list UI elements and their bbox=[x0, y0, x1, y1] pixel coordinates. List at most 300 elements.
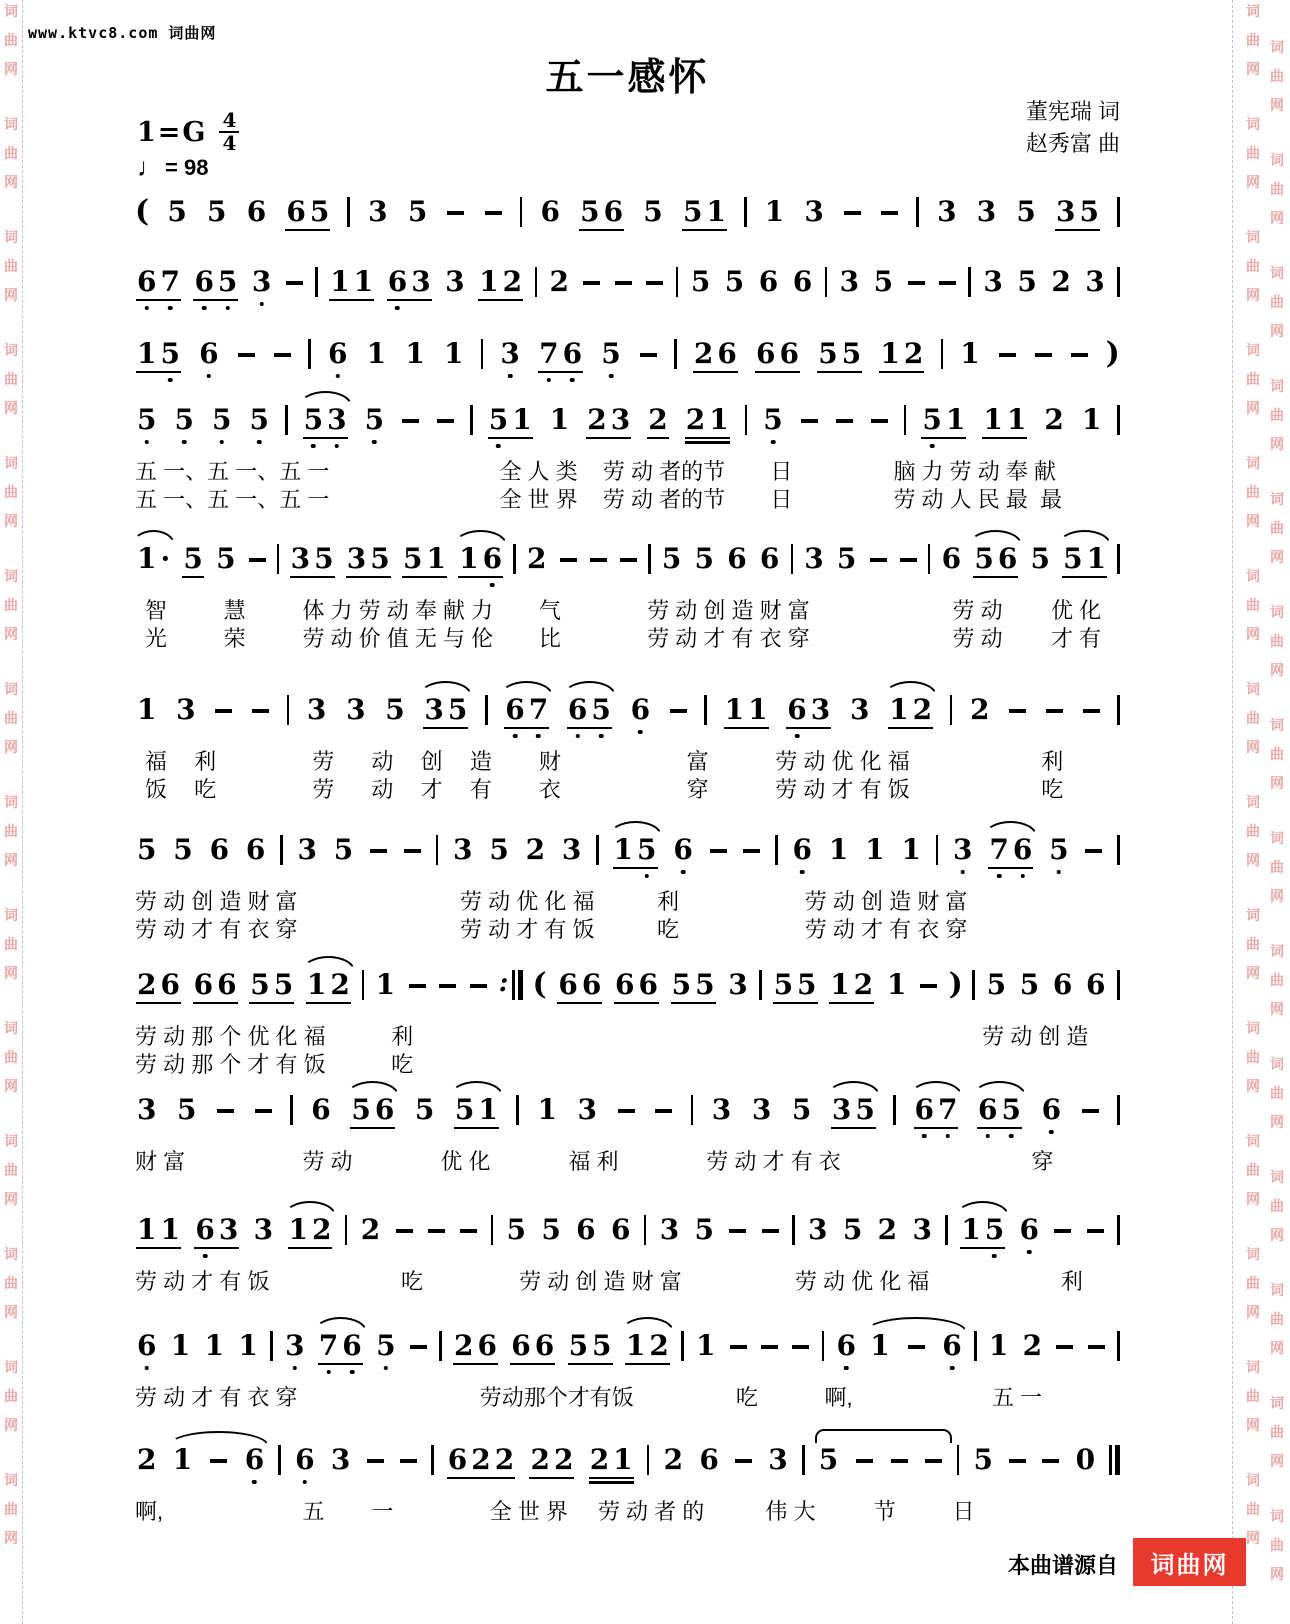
note-digit: 6 bbox=[785, 695, 808, 725]
barline bbox=[431, 1445, 434, 1475]
note-token bbox=[1018, 1215, 1041, 1245]
low-octave-dot bbox=[536, 734, 541, 739]
note-digit: 1 bbox=[160, 1213, 180, 1246]
note-digit: 3 bbox=[218, 1213, 239, 1246]
side-watermark-char: 曲 bbox=[1246, 1501, 1260, 1517]
note-token bbox=[885, 970, 908, 1000]
note-digit: 6 bbox=[534, 1329, 555, 1362]
barline bbox=[491, 1215, 494, 1245]
side-watermark-char: 曲 bbox=[4, 1162, 18, 1178]
note-token bbox=[135, 1215, 182, 1245]
note-token bbox=[289, 544, 336, 574]
note-digit bbox=[394, 1215, 415, 1245]
low-octave-dot bbox=[570, 378, 575, 383]
side-watermark-char: 网 bbox=[1246, 1191, 1260, 1207]
low-octave-dot bbox=[372, 440, 377, 445]
note-token bbox=[248, 970, 295, 1000]
side-watermark-char: 网 bbox=[1270, 775, 1284, 791]
note-token bbox=[576, 1095, 599, 1125]
low-octave-dot bbox=[1049, 1130, 1054, 1135]
note-token bbox=[760, 1215, 781, 1245]
note-digit: 2 bbox=[912, 693, 933, 726]
lyric-segment: 啊, bbox=[824, 1385, 853, 1410]
side-watermark-gap bbox=[1244, 656, 1262, 682]
slur-arc bbox=[563, 681, 616, 696]
note-digit: 6 bbox=[561, 339, 584, 369]
barline bbox=[775, 835, 778, 865]
side-watermark-char: 词 bbox=[1246, 681, 1260, 697]
side-watermark-char: 曲 bbox=[4, 710, 18, 726]
left-side-watermark-column bbox=[2, 4, 20, 1586]
barline bbox=[439, 1331, 442, 1361]
note-token bbox=[624, 1331, 671, 1361]
note-token bbox=[567, 1331, 614, 1361]
side-watermark-char: 曲 bbox=[1270, 859, 1284, 875]
note-digit: 6 bbox=[727, 542, 747, 575]
barline bbox=[904, 405, 907, 435]
note-digit bbox=[426, 1215, 447, 1245]
side-watermark-char: 网 bbox=[1246, 61, 1260, 77]
lyric-row bbox=[135, 594, 1120, 621]
note-digit bbox=[638, 339, 659, 369]
barline bbox=[674, 339, 677, 369]
note-token bbox=[868, 544, 889, 574]
side-watermark-gap bbox=[1244, 1108, 1262, 1134]
barline bbox=[285, 405, 288, 435]
note-token bbox=[1081, 695, 1102, 725]
note-digit bbox=[728, 1331, 749, 1361]
note-digit: 5 bbox=[454, 1093, 475, 1126]
barline bbox=[644, 1215, 647, 1245]
low-octave-dot bbox=[203, 1254, 208, 1259]
note-digit bbox=[898, 544, 919, 574]
note-digit: 6 bbox=[1052, 968, 1073, 1001]
note-token bbox=[790, 1095, 813, 1125]
note-digit: 1 bbox=[945, 403, 966, 436]
note-digit: 5 bbox=[589, 695, 612, 725]
note-token bbox=[806, 1215, 829, 1245]
note-token bbox=[329, 1445, 352, 1475]
note-digit: 1 bbox=[960, 337, 980, 370]
note-token bbox=[728, 1331, 749, 1361]
note-token bbox=[1021, 1331, 1044, 1361]
low-octave-dot bbox=[335, 374, 340, 379]
side-watermark-gap bbox=[1244, 317, 1262, 343]
note-digit bbox=[790, 1331, 811, 1361]
phrase-paren: ) bbox=[1105, 336, 1120, 371]
note-token bbox=[1054, 197, 1101, 227]
note-token bbox=[763, 197, 786, 227]
low-octave-dot bbox=[1009, 1134, 1014, 1139]
note-digit: 6 bbox=[245, 833, 266, 866]
note-token bbox=[203, 1331, 226, 1361]
note-digit: 5 bbox=[333, 833, 354, 866]
note-digit: 5 bbox=[407, 195, 428, 228]
note-digit: 2 bbox=[137, 968, 157, 1001]
note-digit: 6 bbox=[511, 1329, 531, 1362]
note-token bbox=[638, 339, 659, 369]
note-digit: 5 bbox=[207, 195, 227, 228]
note-token bbox=[468, 970, 489, 1000]
note-token bbox=[951, 835, 974, 865]
side-watermark-char: 曲 bbox=[1270, 972, 1284, 988]
side-watermark-char: 曲 bbox=[1270, 746, 1284, 762]
note-row bbox=[135, 195, 1120, 227]
note-token bbox=[817, 1445, 945, 1475]
side-watermark-gap bbox=[1268, 918, 1286, 944]
lyric-segment: 利 bbox=[1060, 1269, 1083, 1294]
note-token bbox=[733, 1445, 754, 1475]
low-octave-dot bbox=[844, 1366, 849, 1371]
note-digit: 2 bbox=[137, 1443, 157, 1476]
side-watermark-char: 网 bbox=[1246, 1417, 1260, 1433]
barline bbox=[347, 197, 350, 227]
note-digit: 3 bbox=[983, 265, 1003, 298]
low-octave-dot bbox=[335, 444, 340, 449]
lyric-segment: 利 bbox=[1041, 749, 1064, 774]
note-token bbox=[1040, 1095, 1063, 1125]
side-watermark-char: 曲 bbox=[1270, 1424, 1284, 1440]
barline bbox=[681, 1331, 684, 1361]
side-watermark-char: 网 bbox=[1246, 626, 1260, 642]
music-system bbox=[135, 1093, 1120, 1174]
barline bbox=[315, 267, 318, 297]
note-digit: 6 bbox=[638, 968, 658, 1001]
side-watermark-char: 曲 bbox=[4, 823, 18, 839]
note-digit: 2 bbox=[685, 403, 706, 436]
note-token bbox=[827, 835, 850, 865]
note-token bbox=[435, 405, 456, 435]
lyric-segment: 五 一、五 一、五 一 bbox=[135, 487, 330, 512]
slur-arc bbox=[168, 1431, 269, 1446]
side-watermark-char: 曲 bbox=[1270, 520, 1284, 536]
lyric-segment: 劳 动 者的节 bbox=[602, 487, 726, 512]
note-digit: 1 bbox=[865, 833, 885, 866]
note-token bbox=[296, 835, 319, 865]
barline bbox=[936, 835, 939, 865]
low-octave-dot bbox=[771, 440, 776, 445]
side-watermark-char: 词 bbox=[1246, 1133, 1260, 1149]
side-watermark-gap bbox=[1244, 769, 1262, 795]
note-token bbox=[708, 835, 729, 865]
note-digit: 3 bbox=[711, 1093, 732, 1126]
note-digit bbox=[1054, 1331, 1075, 1361]
note-token bbox=[215, 1095, 236, 1125]
note-token bbox=[976, 1095, 1023, 1125]
note-token bbox=[1074, 1445, 1097, 1475]
lyric-segment: 劳 动 创 造 bbox=[982, 1024, 1089, 1049]
note-digit bbox=[889, 1445, 910, 1475]
note-digit: 6 bbox=[326, 339, 349, 369]
lyric-segment: 吃 bbox=[1041, 777, 1064, 802]
note-token bbox=[710, 1095, 733, 1125]
side-watermark-char: 曲 bbox=[4, 1049, 18, 1065]
side-watermark-char: 网 bbox=[1270, 1114, 1284, 1130]
note-row bbox=[135, 1093, 1120, 1125]
note-digit: 3 bbox=[804, 542, 824, 575]
note-token bbox=[406, 197, 429, 227]
right-side-watermark-column-2 bbox=[1268, 40, 1286, 1622]
slur-arc bbox=[500, 681, 553, 696]
note-digit: 1 bbox=[706, 195, 726, 228]
note-digit: 3 bbox=[951, 835, 974, 865]
barline bbox=[945, 1215, 948, 1245]
side-watermark-char: 曲 bbox=[1246, 1388, 1260, 1404]
slur-arc bbox=[302, 956, 355, 971]
note-digit: 1 bbox=[512, 403, 532, 436]
note-digit bbox=[1007, 695, 1028, 725]
quarter-note-icon: ♩ bbox=[137, 152, 163, 182]
note-digit: 5 bbox=[177, 1093, 197, 1126]
note-digit: 1 bbox=[366, 337, 387, 370]
note-token bbox=[504, 1215, 527, 1245]
side-watermark-char: 词 bbox=[1270, 491, 1284, 507]
side-watermark-gap bbox=[2, 769, 20, 795]
lyric-segment: 饭 bbox=[144, 777, 167, 802]
side-watermark-char: 网 bbox=[4, 174, 18, 190]
note-digit bbox=[588, 544, 609, 574]
side-watermark-char: 词 bbox=[4, 907, 18, 923]
note-digit: 5 bbox=[773, 968, 794, 1001]
note-digit: 6 bbox=[603, 195, 624, 228]
music-system bbox=[135, 195, 1120, 227]
note-digit: 2 bbox=[589, 1443, 610, 1476]
side-watermark-char: 曲 bbox=[1270, 181, 1284, 197]
note-token bbox=[560, 835, 583, 865]
note-digit: 6 bbox=[997, 542, 1018, 575]
note-digit: 1 bbox=[204, 1329, 225, 1362]
note-digit bbox=[208, 1445, 229, 1475]
barline bbox=[676, 267, 679, 297]
side-watermark-char: 网 bbox=[4, 513, 18, 529]
note-digit: 1 bbox=[695, 1329, 716, 1362]
note-digit: 3 bbox=[976, 195, 997, 228]
barline bbox=[941, 339, 944, 369]
note-token bbox=[616, 1095, 637, 1125]
note-token bbox=[344, 695, 367, 725]
note-digit: 6 bbox=[447, 1443, 468, 1476]
note-token bbox=[834, 1331, 857, 1361]
side-watermark-char: 词 bbox=[1270, 1508, 1284, 1524]
note-digit: 2 bbox=[549, 265, 569, 298]
side-watermark-char: 词 bbox=[1246, 907, 1260, 923]
note-digit: 5 bbox=[302, 405, 325, 435]
note-digit: 6 bbox=[197, 339, 220, 369]
side-watermark-char: 曲 bbox=[1246, 597, 1260, 613]
note-token bbox=[287, 1215, 334, 1245]
note-digit bbox=[402, 835, 423, 865]
note-digit: 6 bbox=[293, 1445, 316, 1475]
low-octave-dot bbox=[997, 874, 1002, 879]
note-digit: 5 bbox=[1063, 542, 1083, 575]
right-dashed-border bbox=[1232, 0, 1233, 1624]
side-watermark-char: 曲 bbox=[1246, 1162, 1260, 1178]
note-token bbox=[906, 267, 927, 297]
note-digit: 3 bbox=[610, 403, 631, 436]
note-token bbox=[452, 1331, 499, 1361]
note-digit: 6 bbox=[581, 968, 602, 1001]
note-token bbox=[987, 835, 1034, 865]
side-watermark-char: 网 bbox=[1270, 436, 1284, 452]
slur-arc bbox=[884, 681, 937, 696]
note-digit: 5 bbox=[818, 1443, 839, 1476]
note-token bbox=[548, 267, 571, 297]
note-digit bbox=[918, 970, 939, 1000]
note-token bbox=[192, 267, 239, 297]
note-digit: 1 bbox=[748, 693, 768, 726]
note-digit bbox=[368, 835, 389, 865]
note-digit: 6 bbox=[976, 1095, 999, 1125]
side-watermark-char: 网 bbox=[4, 1078, 18, 1094]
note-digit: 6 bbox=[834, 1331, 857, 1361]
note-digit: 5 bbox=[173, 833, 193, 866]
note-token bbox=[828, 970, 875, 1000]
lyric-segment: 劳 动 那 个 优 化 福 bbox=[135, 1024, 326, 1049]
side-watermark-char: 曲 bbox=[1246, 1275, 1260, 1291]
note-token bbox=[599, 339, 622, 369]
lyric-segment: 光 bbox=[144, 626, 167, 651]
note-token bbox=[772, 970, 819, 1000]
note-digit: 2 bbox=[903, 337, 924, 370]
side-watermark-gap bbox=[1244, 1560, 1262, 1586]
note-digit bbox=[1007, 1445, 1028, 1475]
note-token bbox=[386, 267, 433, 297]
side-watermark-char: 词 bbox=[1246, 1472, 1260, 1488]
low-octave-dot bbox=[144, 306, 149, 311]
note-token bbox=[524, 835, 547, 865]
note-token bbox=[629, 695, 652, 725]
note-digit: 6 bbox=[503, 695, 526, 725]
barline bbox=[647, 1445, 650, 1475]
note-token bbox=[394, 1215, 415, 1245]
slur-arc bbox=[956, 1201, 1009, 1216]
note-digit bbox=[1044, 695, 1065, 725]
repeat-sign: : bbox=[499, 970, 523, 1000]
barline bbox=[1117, 1331, 1120, 1361]
note-digit bbox=[194, 1445, 208, 1475]
note-token bbox=[791, 267, 814, 297]
note-digit bbox=[1081, 695, 1102, 725]
note-token bbox=[1080, 1095, 1101, 1125]
note-token bbox=[838, 267, 861, 297]
lyric-segment: 全 人 类 bbox=[499, 459, 578, 484]
lyric-segment: 劳 动 才 有 衣 穿 bbox=[647, 626, 810, 651]
side-watermark-char: 曲 bbox=[4, 936, 18, 952]
slur-arc bbox=[450, 1081, 503, 1096]
lyric-row bbox=[135, 1145, 1120, 1172]
note-digit bbox=[854, 1445, 875, 1475]
note-digit: 5 bbox=[135, 405, 158, 435]
note-digit: 1 bbox=[137, 337, 157, 370]
lyric-segment: 才 bbox=[420, 777, 443, 802]
note-digit: 6 bbox=[611, 1213, 631, 1246]
music-system bbox=[135, 833, 1120, 942]
phrase-paren: ( bbox=[532, 967, 547, 1002]
side-watermark-gap bbox=[1244, 1221, 1262, 1247]
barline bbox=[916, 197, 919, 227]
note-token bbox=[135, 835, 158, 865]
low-octave-dot bbox=[681, 870, 686, 875]
note-token bbox=[758, 544, 781, 574]
note-token bbox=[169, 1331, 192, 1361]
barline bbox=[362, 970, 365, 1000]
note-digit bbox=[875, 1445, 889, 1475]
note-digit: 6 bbox=[671, 835, 694, 865]
note-token bbox=[1083, 267, 1106, 297]
side-watermark-gap bbox=[1244, 430, 1262, 456]
note-digit bbox=[618, 544, 639, 574]
music-system bbox=[135, 693, 1120, 802]
note-token bbox=[868, 1331, 963, 1361]
note-token bbox=[400, 405, 421, 435]
note-digit: 6 bbox=[913, 1095, 936, 1125]
note-token bbox=[872, 267, 895, 297]
note-token bbox=[359, 1215, 382, 1245]
side-watermark-char: 曲 bbox=[1270, 407, 1284, 423]
note-digit: 2 bbox=[502, 265, 523, 298]
note-token bbox=[830, 1095, 877, 1125]
barline bbox=[1117, 1215, 1120, 1245]
side-watermark-char: 词 bbox=[4, 568, 18, 584]
note-digit bbox=[906, 267, 927, 297]
note-digit: 5 bbox=[250, 968, 270, 1001]
note-digit: 7 bbox=[158, 267, 181, 297]
note-token bbox=[766, 1445, 789, 1475]
note-digit: 5 bbox=[983, 1215, 1006, 1245]
note-token bbox=[671, 835, 694, 865]
side-watermark-char: 网 bbox=[1270, 1340, 1284, 1356]
lyric-segment: 吃 bbox=[735, 1385, 758, 1410]
lyric-segment: 伟 大 bbox=[765, 1499, 816, 1524]
note-digit: 2 bbox=[525, 833, 546, 866]
lyric-segment: 利 bbox=[391, 1024, 414, 1049]
low-octave-dot bbox=[182, 440, 187, 445]
low-octave-dot bbox=[395, 306, 400, 311]
note-token bbox=[171, 835, 194, 865]
note-token bbox=[477, 267, 524, 297]
note-token bbox=[694, 1331, 717, 1361]
slur-arc bbox=[299, 391, 352, 406]
low-octave-dot bbox=[490, 583, 495, 588]
side-watermark-char: 词 bbox=[4, 116, 18, 132]
note-token bbox=[135, 1445, 158, 1475]
note-token bbox=[537, 339, 584, 369]
note-digit: 1 bbox=[172, 1443, 193, 1476]
lyric-segment: 劳动那个才有饭 bbox=[479, 1385, 634, 1410]
note-token bbox=[365, 339, 388, 369]
note-digit: 5 bbox=[374, 1331, 397, 1361]
note-token bbox=[236, 1331, 259, 1361]
barline bbox=[470, 405, 473, 435]
note-digit: 5 bbox=[210, 405, 233, 435]
note-token bbox=[754, 339, 801, 369]
note-token bbox=[171, 1445, 266, 1475]
side-watermark-char: 曲 bbox=[1270, 68, 1284, 84]
side-watermark-gap bbox=[1268, 127, 1286, 153]
note-token bbox=[245, 197, 268, 227]
note-token bbox=[588, 544, 609, 574]
note-token bbox=[911, 1215, 934, 1245]
note-token bbox=[899, 835, 922, 865]
note-token bbox=[1084, 970, 1107, 1000]
note-token bbox=[442, 339, 465, 369]
low-octave-dot bbox=[202, 306, 207, 311]
note-digit: 5 bbox=[414, 1093, 435, 1126]
barline bbox=[893, 1095, 896, 1125]
low-octave-dot bbox=[252, 1480, 257, 1485]
note-digit: 3 bbox=[937, 195, 957, 228]
note-token bbox=[670, 970, 717, 1000]
